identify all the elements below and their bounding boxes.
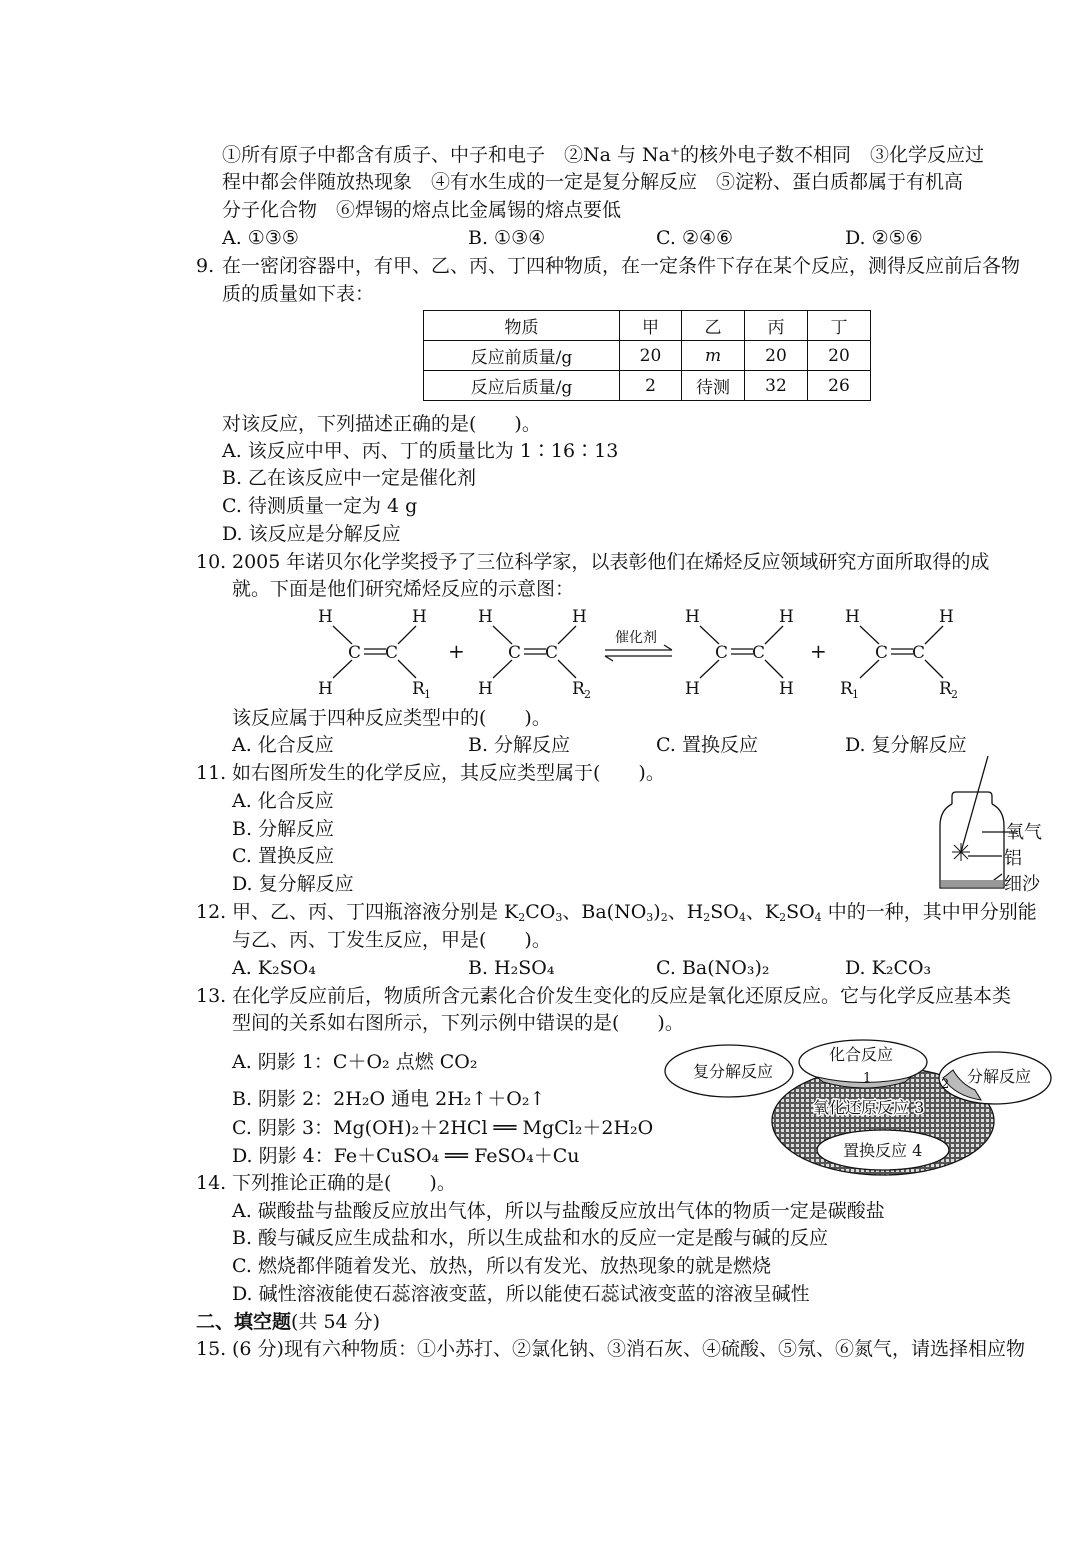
q12-stem-1: 甲、乙、丙、丁四瓶溶液分别是 $K_2CO_3$、$Ba(NO_3)_2$、$H_2SO_4$、$K_2SO_4$ 中的一种，其中甲分别能 bbox=[232, 901, 1037, 924]
q9-option-b: B. 乙在该反应中一定是催化剂 bbox=[222, 467, 477, 489]
table-header-cell: 物质 bbox=[424, 311, 620, 341]
q12-stem-1a: 甲、乙、丙、丁四瓶溶液分别是 K bbox=[232, 901, 519, 923]
olefin-reaction-diagram bbox=[0, 600, 1065, 720]
q14-option-a: A. 碳酸盐与盐酸反应放出气体，所以与盐酸反应放出气体的物质一定是碳酸盐 bbox=[232, 1200, 885, 1222]
atom-h: H bbox=[318, 679, 333, 699]
atom-h: H bbox=[412, 607, 427, 627]
group-r: R bbox=[572, 679, 585, 699]
table-header-row bbox=[424, 311, 871, 341]
q11-option-a: A. 化合反应 bbox=[232, 790, 334, 812]
atom-h: H bbox=[318, 607, 333, 627]
atom-c: C bbox=[545, 643, 559, 663]
q14-option-b: B. 酸与碱反应生成盐和水，所以生成盐和水的反应一定是酸与碱的反应 bbox=[232, 1227, 829, 1249]
q11-stem: 如右图所发生的化学反应，其反应类型属于( )。 bbox=[232, 762, 665, 784]
q9-stem-2: 质的质量如下表： bbox=[222, 283, 375, 305]
atom-h: H bbox=[939, 607, 954, 627]
atom-h: H bbox=[572, 607, 587, 627]
group-r-subscript: 1 bbox=[852, 688, 859, 701]
sand-layer bbox=[941, 880, 1003, 887]
q12-stem-2: 与乙、丙、丁发生反应，甲是( )。 bbox=[232, 929, 551, 951]
q9-option-c: C. 待测质量一定为 4 g bbox=[222, 495, 418, 517]
atom-h: H bbox=[845, 607, 860, 627]
q12-option-b: B. H₂SO₄ bbox=[468, 957, 555, 979]
q13-option-a: A. 阴影 1：C＋O₂ 点燃 CO₂ bbox=[232, 1051, 478, 1073]
q15-number: 15. bbox=[196, 1338, 227, 1360]
q11-number: 11. bbox=[196, 762, 227, 784]
q12-option-d: D. K₂CO₃ bbox=[845, 957, 932, 979]
plus-sign: + bbox=[810, 639, 827, 663]
q13-stem-1: 在化学反应前后，物质所含元素化合价发生变化的反应是氧化还原反应。它与化学反应基本类 bbox=[232, 985, 1012, 1007]
table-cell: m bbox=[682, 341, 745, 371]
atom-h: H bbox=[685, 679, 700, 699]
label-region-1: 1 bbox=[863, 1071, 872, 1086]
group-r: R bbox=[939, 679, 952, 699]
atom-c: C bbox=[508, 643, 522, 663]
sand-label: 细沙 bbox=[1004, 874, 1040, 895]
q13-stem-2: 型间的关系如右图所示，下列示例中错误的是( )。 bbox=[232, 1012, 684, 1034]
q13-option-c: C. 阴影 3：Mg(OH)₂＋2HCl ══ MgCl₂＋2H₂O bbox=[232, 1117, 654, 1139]
section-title: 二、填空题 bbox=[196, 1311, 292, 1333]
q12-stem-1b: 中的一种，其中甲分别能 bbox=[827, 901, 1037, 923]
table-header-cell: 甲 bbox=[620, 311, 682, 341]
q9-number: 9. bbox=[196, 255, 215, 277]
q12-option-c: C. Ba(NO₃)₂ bbox=[656, 957, 770, 979]
label-replacement: 置换反应 4 bbox=[843, 1141, 923, 1160]
q14-number: 14. bbox=[196, 1172, 227, 1194]
label-compound: 化合反应 bbox=[829, 1045, 894, 1064]
atom-c: C bbox=[752, 643, 766, 663]
table-cell: 20 bbox=[745, 341, 808, 371]
q10-option-c: C. 置换反应 bbox=[656, 734, 758, 756]
q12-option-a: A. K₂SO₄ bbox=[232, 957, 316, 979]
atom-h: H bbox=[685, 607, 700, 627]
q10-option-d: D. 复分解反应 bbox=[845, 734, 967, 756]
mass-table bbox=[423, 310, 871, 401]
atom-c: C bbox=[875, 643, 889, 663]
table-cell: 20 bbox=[620, 341, 682, 371]
q8-option-b: B. ①③④ bbox=[468, 227, 546, 249]
q10-stem-1: 2005 年诺贝尔化学奖授予了三位科学家，以表彰他们在烯烃反应领域研究方面所取得的成 bbox=[232, 551, 990, 573]
q15-stem: (6 分)现有六种物质：①小苏打、②氯化钠、③消石灰、④硫酸、⑤氖、⑥氮气，请选择相应物 bbox=[232, 1338, 1025, 1360]
label-double-decomposition: 复分解反应 bbox=[693, 1062, 774, 1081]
q11-option-b: B. 分解反应 bbox=[232, 818, 335, 840]
q10-option-a: A. 化合反应 bbox=[232, 734, 334, 756]
q10-stem-2: 就。下面是他们研究烯烃反应的示意图： bbox=[232, 578, 575, 600]
table-row bbox=[424, 341, 871, 371]
table-row bbox=[424, 371, 871, 401]
atom-c: C bbox=[348, 643, 362, 663]
table-cell: 26 bbox=[808, 371, 871, 401]
table-cell: 反应前质量/g bbox=[424, 341, 620, 371]
atom-h: H bbox=[779, 679, 794, 699]
oxygen-label: 氧气 bbox=[1006, 822, 1042, 843]
table-cell: 反应后质量/g bbox=[424, 371, 620, 401]
q14-option-c: C. 燃烧都伴随着发光、放热，所以有发光、放热现象的就是燃烧 bbox=[232, 1255, 771, 1277]
table-header-cell: 丙 bbox=[745, 311, 808, 341]
q8-option-a: A. ①③⑤ bbox=[222, 227, 299, 249]
atom-h: H bbox=[478, 607, 493, 627]
q8-line-3: 分子化合物 ⑥焊锡的熔点比金属锡的熔点要低 bbox=[222, 199, 622, 221]
atom-h: H bbox=[779, 607, 794, 627]
plus-sign: + bbox=[448, 639, 465, 663]
q9-stem-1: 在一密闭容器中，有甲、乙、丙、丁四种物质，在一定条件下存在某个反应，测得反应前后各物 bbox=[222, 255, 1021, 277]
gas-jar-diagram bbox=[930, 756, 1050, 896]
label-region-2: 2 bbox=[941, 1077, 950, 1092]
q9-option-d: D. 该反应是分解反应 bbox=[222, 523, 401, 545]
q9-question: 对该反应，下列描述正确的是( )。 bbox=[222, 413, 541, 435]
aluminum-label: 铝 bbox=[1004, 848, 1022, 869]
q9-option-a: A. 该反应中甲、丙、丁的质量比为 1∶16∶13 bbox=[222, 440, 619, 462]
table-cell: 2 bbox=[620, 371, 682, 401]
q11-option-c: C. 置换反应 bbox=[232, 845, 334, 867]
table-cell: 32 bbox=[745, 371, 808, 401]
q8-line-2: 程中都会伴随放热现象 ④有水生成的一定是复分解反应 ⑤淀粉、蛋白质都属于有机高 bbox=[222, 171, 964, 193]
atom-c: C bbox=[385, 643, 399, 663]
atom-c: C bbox=[715, 643, 729, 663]
group-r-subscript: 1 bbox=[424, 688, 431, 701]
atom-c: C bbox=[912, 643, 926, 663]
q11-option-d: D. 复分解反应 bbox=[232, 873, 354, 895]
q8-option-c: C. ②④⑥ bbox=[656, 227, 734, 249]
section-points: (共 54 分) bbox=[291, 1311, 381, 1333]
q13-option-d: D. 阴影 4：Fe＋CuSO₄ ══ FeSO₄＋Cu bbox=[232, 1145, 580, 1167]
q14-stem: 下列推论正确的是( )。 bbox=[232, 1172, 456, 1194]
reaction-type-venn-diagram bbox=[665, 1038, 1065, 1178]
atom-h: H bbox=[478, 679, 493, 699]
label-decomposition: 分解反应 bbox=[967, 1067, 1032, 1086]
q13-number: 13. bbox=[196, 985, 227, 1007]
catalyst-label: 催化剂 bbox=[615, 630, 657, 646]
table-cell: 20 bbox=[808, 341, 871, 371]
label-redox: 氧化还原反应 3 bbox=[813, 1098, 925, 1117]
q12-number: 12. bbox=[196, 901, 227, 923]
table-header-cell: 丁 bbox=[808, 311, 871, 341]
group-r-subscript: 2 bbox=[951, 688, 958, 701]
table-header-cell: 乙 bbox=[682, 311, 745, 341]
q13-option-b: B. 阴影 2：2H₂O 通电 2H₂↑＋O₂↑ bbox=[232, 1088, 546, 1110]
q10-number: 10. bbox=[196, 551, 227, 573]
q10-option-b: B. 分解反应 bbox=[468, 734, 571, 756]
section-heading bbox=[196, 1310, 380, 1334]
q8-option-d: D. ②⑤⑥ bbox=[845, 227, 923, 249]
q10-question: 该反应属于四种反应类型中的( )。 bbox=[232, 707, 551, 729]
q8-line-1: ①所有原子中都含有质子、中子和电子 ②Na 与 Na⁺的核外电子数不相同 ③化学反应过 bbox=[222, 144, 985, 166]
q14-option-d: D. 碱性溶液能使石蕊溶液变蓝，所以能使石蕊试液变蓝的溶液呈碱性 bbox=[232, 1283, 810, 1305]
group-r-subscript: 2 bbox=[584, 688, 591, 701]
group-r: R bbox=[840, 679, 853, 699]
table-cell: 待测 bbox=[682, 371, 745, 401]
group-r: R bbox=[412, 679, 425, 699]
